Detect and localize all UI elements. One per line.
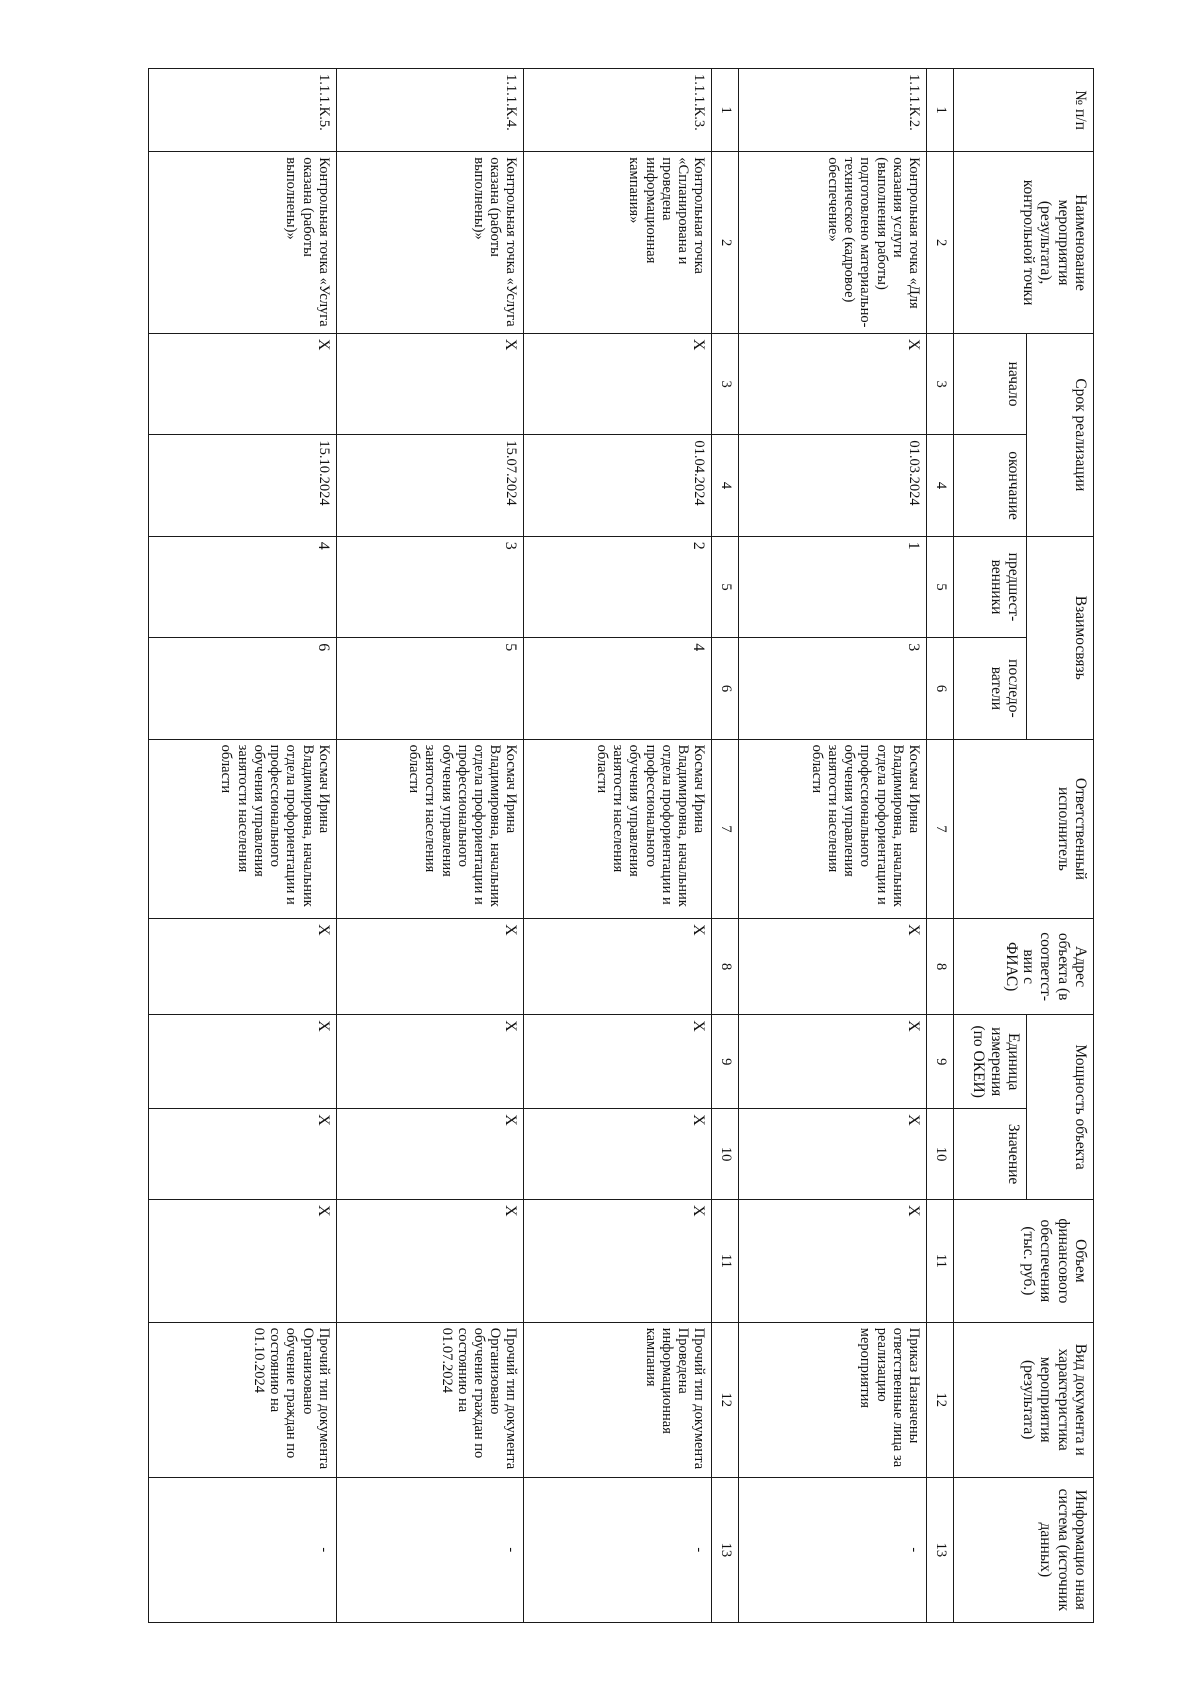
cell-start: X xyxy=(149,333,337,434)
header-responsible: Ответственный исполнитель xyxy=(954,739,1094,918)
cell-end: 15.07.2024 xyxy=(336,435,524,536)
cell-successors: 4 xyxy=(524,638,712,739)
cell-start: X xyxy=(336,333,524,434)
cell-predecessors: 2 xyxy=(524,536,712,637)
header-row-top xyxy=(1027,69,1094,1623)
column-number-cell: 10 xyxy=(927,1109,954,1200)
cell-info-system: - xyxy=(524,1477,712,1622)
cell-name: Контрольная точка «Для оказания услуги (выполнения работы) подготовлено материально-техническое (кадровое) обеспечение» xyxy=(739,152,927,334)
cell-finance: X xyxy=(149,1199,337,1322)
cell-num: 1.1.1.К.2. xyxy=(739,69,927,152)
header-power: Мощность объекта xyxy=(1027,1015,1094,1200)
cell-value: X xyxy=(524,1109,712,1200)
column-number-cell: 1 xyxy=(927,69,954,152)
cell-document: Прочий тип документа Проведена информационная кампания xyxy=(524,1322,712,1477)
column-number-cell: 6 xyxy=(927,638,954,739)
cell-num: 1.1.1.К.3. xyxy=(524,69,712,152)
table-body xyxy=(149,69,1094,1623)
header-start: начало xyxy=(954,333,1027,434)
header-predecessors: предшест-венники xyxy=(954,536,1027,637)
cell-document: Приказ Назначены ответственные лица за реализацию мероприятия xyxy=(739,1322,927,1477)
cell-value: X xyxy=(739,1109,927,1200)
column-number-cell: 9 xyxy=(712,1015,739,1109)
column-number-cell: 8 xyxy=(712,919,739,1015)
cell-finance: X xyxy=(336,1199,524,1322)
cell-unit: X xyxy=(336,1015,524,1109)
cell-unit: X xyxy=(149,1015,337,1109)
activity-plan-table xyxy=(148,68,1094,1623)
header-value: Значение xyxy=(954,1109,1027,1200)
cell-start: X xyxy=(739,333,927,434)
cell-value: X xyxy=(149,1109,337,1200)
cell-end: 01.03.2024 xyxy=(739,435,927,536)
cell-predecessors: 1 xyxy=(739,536,927,637)
column-number-cell: 3 xyxy=(712,333,739,434)
cell-predecessors: 4 xyxy=(149,536,337,637)
header-num: № п/п xyxy=(954,69,1094,152)
header-period: Срок реализации xyxy=(1027,333,1094,536)
column-number-cell: 13 xyxy=(712,1477,739,1622)
rotated-document-page xyxy=(148,68,1094,1623)
column-number-cell: 7 xyxy=(927,739,954,918)
cell-successors: 3 xyxy=(739,638,927,739)
table-row xyxy=(739,69,927,1623)
cell-unit: X xyxy=(524,1015,712,1109)
table-row xyxy=(149,69,337,1623)
header-link: Взаимосвязь xyxy=(1027,536,1094,739)
column-number-cell: 13 xyxy=(927,1477,954,1622)
cell-address: X xyxy=(336,919,524,1015)
column-number-cell: 8 xyxy=(927,919,954,1015)
cell-finance: X xyxy=(739,1199,927,1322)
header-address: Адрес объекта (в соответст-вии с ФИАС) xyxy=(954,919,1094,1015)
cell-name: Контрольная точка «Спланирована и проведена информационная кампания» xyxy=(524,152,712,334)
table-row xyxy=(336,69,524,1623)
cell-successors: 5 xyxy=(336,638,524,739)
cell-responsible: Космач Ирина Владимировна, начальник отдела профориентации и профессионального обучения управления занятости населения области xyxy=(524,739,712,918)
cell-num: 1.1.1.К.4. xyxy=(336,69,524,152)
column-number-cell: 2 xyxy=(927,152,954,334)
cell-value: X xyxy=(336,1109,524,1200)
cell-address: X xyxy=(149,919,337,1015)
cell-address: X xyxy=(739,919,927,1015)
cell-info-system: - xyxy=(739,1477,927,1622)
cell-info-system: - xyxy=(149,1477,337,1622)
column-number-cell: 11 xyxy=(927,1199,954,1322)
column-number-cell: 11 xyxy=(712,1199,739,1322)
cell-start: X xyxy=(524,333,712,434)
column-number-cell: 9 xyxy=(927,1015,954,1109)
column-number-row xyxy=(927,69,954,1623)
column-number-cell: 1 xyxy=(712,69,739,152)
cell-address: X xyxy=(524,919,712,1015)
header-document: Вид документа и характеристика мероприятия (результата) xyxy=(954,1322,1094,1477)
cell-unit: X xyxy=(739,1015,927,1109)
cell-responsible: Космач Ирина Владимировна, начальник отдела профориентации и профессионального обучения управления занятости населения области xyxy=(149,739,337,918)
cell-successors: 6 xyxy=(149,638,337,739)
cell-info-system: - xyxy=(336,1477,524,1622)
header-info-system: Информацио нная система (источник данных) xyxy=(954,1477,1094,1622)
column-number-cell: 2 xyxy=(712,152,739,334)
column-number-cell: 12 xyxy=(712,1322,739,1477)
cell-num: 1.1.1.К.5. xyxy=(149,69,337,152)
column-number-cell: 4 xyxy=(712,435,739,536)
table-row xyxy=(524,69,712,1623)
cell-document: Прочий тип документа Организовано обучение граждан по состоянию на 01.10.2024 xyxy=(149,1322,337,1477)
header-unit: Единица измерения (по ОКЕИ) xyxy=(954,1015,1027,1109)
column-number-cell: 3 xyxy=(927,333,954,434)
cell-document: Прочий тип документа Организовано обучение граждан по состоянию на 01.07.2024 xyxy=(336,1322,524,1477)
column-number-cell: 4 xyxy=(927,435,954,536)
cell-predecessors: 3 xyxy=(336,536,524,637)
header-name: Наименование мероприятия (результата), контрольной точки xyxy=(954,152,1094,334)
cell-end: 15.10.2024 xyxy=(149,435,337,536)
cell-name: Контрольная точка «Услуга оказана (работы выполнены)» xyxy=(336,152,524,334)
cell-responsible: Космач Ирина Владимировна, начальник отдела профориентации и профессионального обучения управления занятости населения области xyxy=(739,739,927,918)
column-number-cell: 6 xyxy=(712,638,739,739)
column-number-cell: 5 xyxy=(712,536,739,637)
header-end: окончание xyxy=(954,435,1027,536)
cell-end: 01.04.2024 xyxy=(524,435,712,536)
column-number-row xyxy=(712,69,739,1623)
column-number-cell: 12 xyxy=(927,1322,954,1477)
column-number-cell: 7 xyxy=(712,739,739,918)
column-number-cell: 5 xyxy=(927,536,954,637)
cell-finance: X xyxy=(524,1199,712,1322)
cell-responsible: Космач Ирина Владимировна, начальник отдела профориентации и профессионального обучения управления занятости населения области xyxy=(336,739,524,918)
header-finance: Объем финансового обеспечения (тыс. руб.) xyxy=(954,1199,1094,1322)
column-number-cell: 10 xyxy=(712,1109,739,1200)
cell-name: Контрольная точка «Услуга оказана (работы выполнены)» xyxy=(149,152,337,334)
header-successors: последо-ватели xyxy=(954,638,1027,739)
